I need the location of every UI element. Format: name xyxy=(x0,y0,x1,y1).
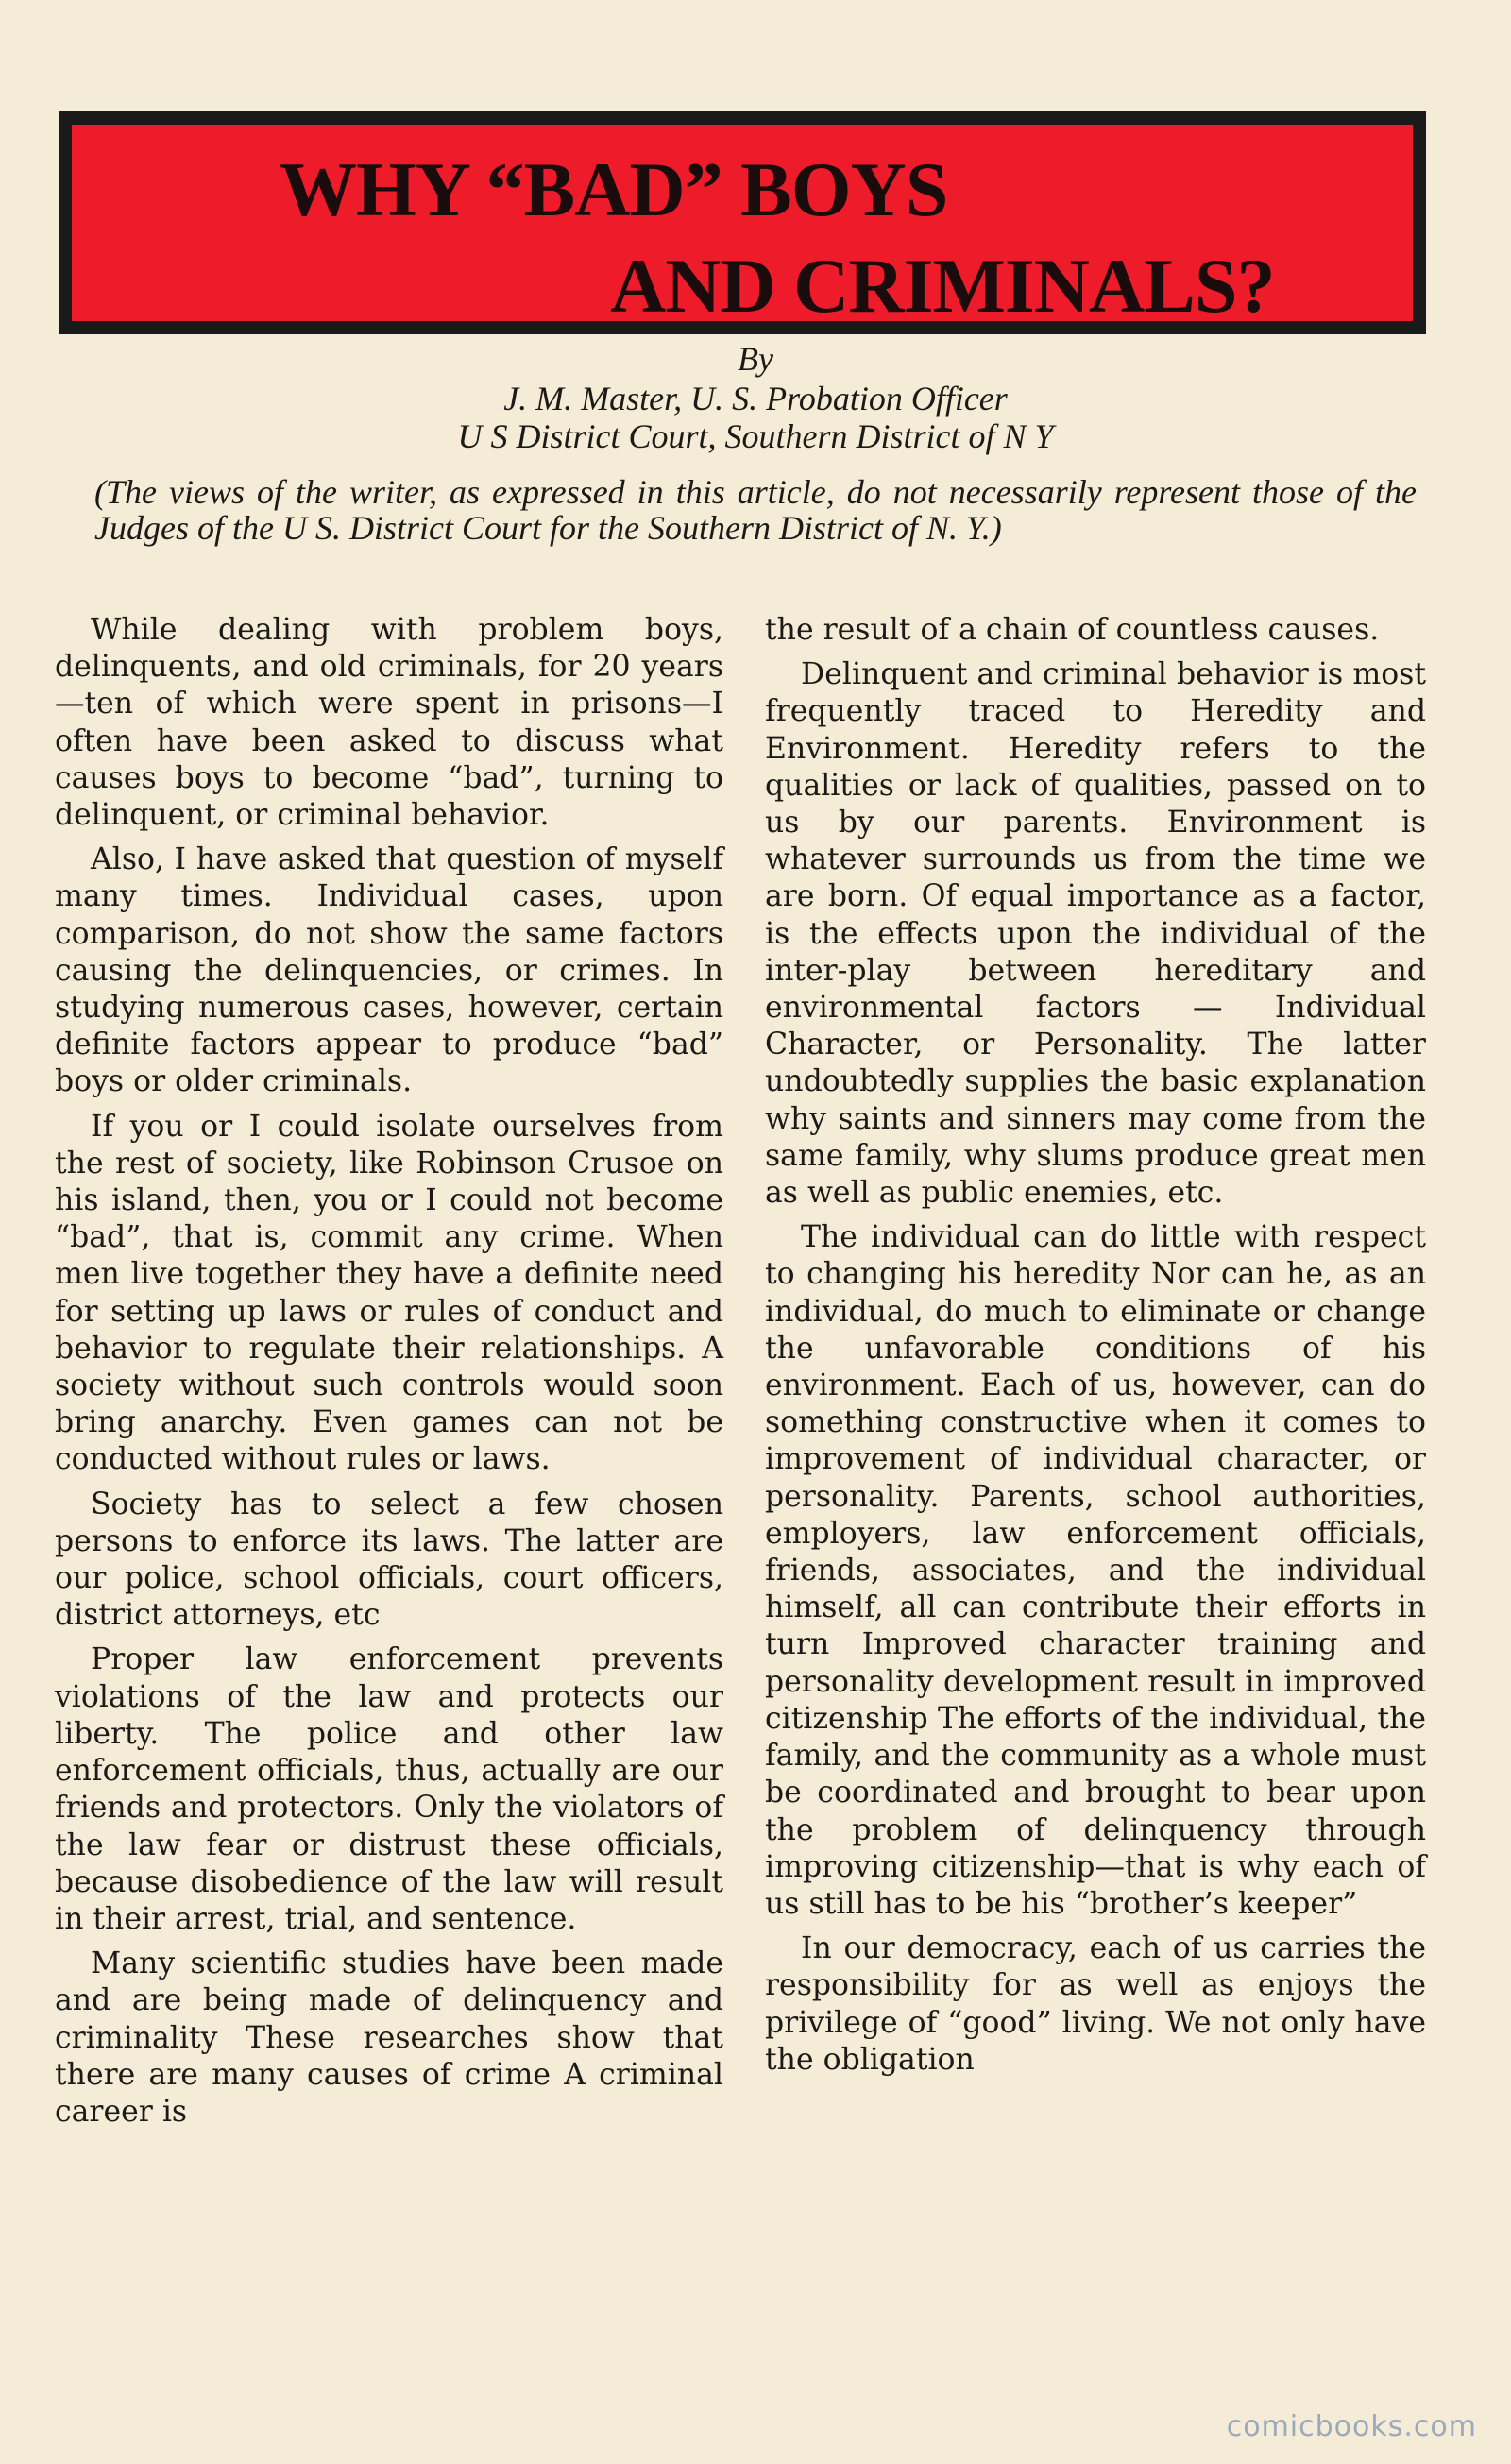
left-paragraph: Society has to select a few chosen persons to enforce its laws. The latter are our police, school officials, court officers, district attorneys, etc xyxy=(55,1487,723,1633)
right-column xyxy=(765,612,1426,2079)
byline-by: By xyxy=(738,340,773,378)
right-paragraph: Delinquent and criminal behavior is most frequently traced to Heredity and Environment. Heredity refers to the qualities or lack of qualities, passed on to us by our parents. Environment is whatever surrounds us from the time we are born. Of equal importance as a factor, is the effects upon the individual of the inter-play between hereditary and environmental factors — Individual Character, or Personality. The latter undoubtedly supplies the basic explanation why saints and sinners may come from the same family, why slums produce great men as well as public enemies, etc. xyxy=(765,657,1426,1211)
disclaimer-note: (The views of the writer, as expressed in this article, do not necessarily represent those of the Judges of the U S. District Court for the Southern District of N. Y.) xyxy=(94,473,1417,547)
right-paragraph: The individual can do little with respect to changing his heredity Nor can he, as an individual, do much to eliminate or change the unfavorable conditions of his environment. Each of us, however, can do something constructive when it comes to improvement of individual character, or personality. Parents, school authorities, employers, law enforcement officials, friends, associates, and the individual himself, all can contribute their efforts in turn Improved character training and personality development result in improved citizenship The efforts of the individual, the family, and the community as a whole must be coordinated and brought to bear upon the problem of delinquency through improving citizenship—that is why each of us still has to be his “brother’s keeper” xyxy=(765,1220,1426,1921)
byline-author: J. M. Master, U. S. Probation Officer xyxy=(503,380,1008,417)
left-paragraph: Also, I have asked that question of myself many times. Individual cases, upon comparison, do not show the same factors causing the delinquencies, or crimes. In studying numerous cases, however, certain definite factors appear to produce “bad” boys or older criminals. xyxy=(55,842,723,1099)
right-paragraph: the result of a chain of countless causes. xyxy=(765,613,1380,647)
title-line-1: WHY “BAD” BOYS xyxy=(280,146,948,232)
left-column xyxy=(55,612,723,2131)
title-banner-fill xyxy=(72,125,1413,329)
byline-court: U S District Court, Southern District of N Y xyxy=(457,417,1054,455)
left-paragraph: If you or I could isolate ourselves from the rest of society, like Robinson Crusoe on his island, then, you or I could not become “bad”, that is, commit any crime. When men live together they have a definite need for setting up laws or rules of conduct and behavior to regulate their relationships. A society without such controls would soon bring anarchy. Even games can not be conducted without rules or laws. xyxy=(55,1109,723,1477)
title-line-2: AND CRIMINALS? xyxy=(610,243,1275,329)
right-paragraph: In our democracy, each of us carries the responsibility for as well as enjoys the privilege of “good” living. We not only have the obligation xyxy=(765,1931,1426,2077)
left-paragraph: While dealing with problem boys, delinquents, and old criminals, for 20 years—ten of which were spent in prisons—I often have been asked to discuss what causes boys to become “bad”, turning to delinquent, or criminal behavior. xyxy=(55,613,723,833)
left-paragraph: Proper law enforcement prevents violations of the law and protects our liberty. The police and other law enforcement officials, thus, actually are our friends and protectors. Only the violators of the law fear or distrust these officials, because disobedience of the law will result in their arrest, trial, and sentence. xyxy=(55,1642,723,1936)
source-watermark: comicbooks.com xyxy=(1226,2410,1477,2443)
left-paragraph: Many scientific studies have been made and are being made of delinquency and criminality These researches show that there are many causes of crime A criminal career is xyxy=(55,1946,723,2129)
title-banner xyxy=(59,111,1426,334)
